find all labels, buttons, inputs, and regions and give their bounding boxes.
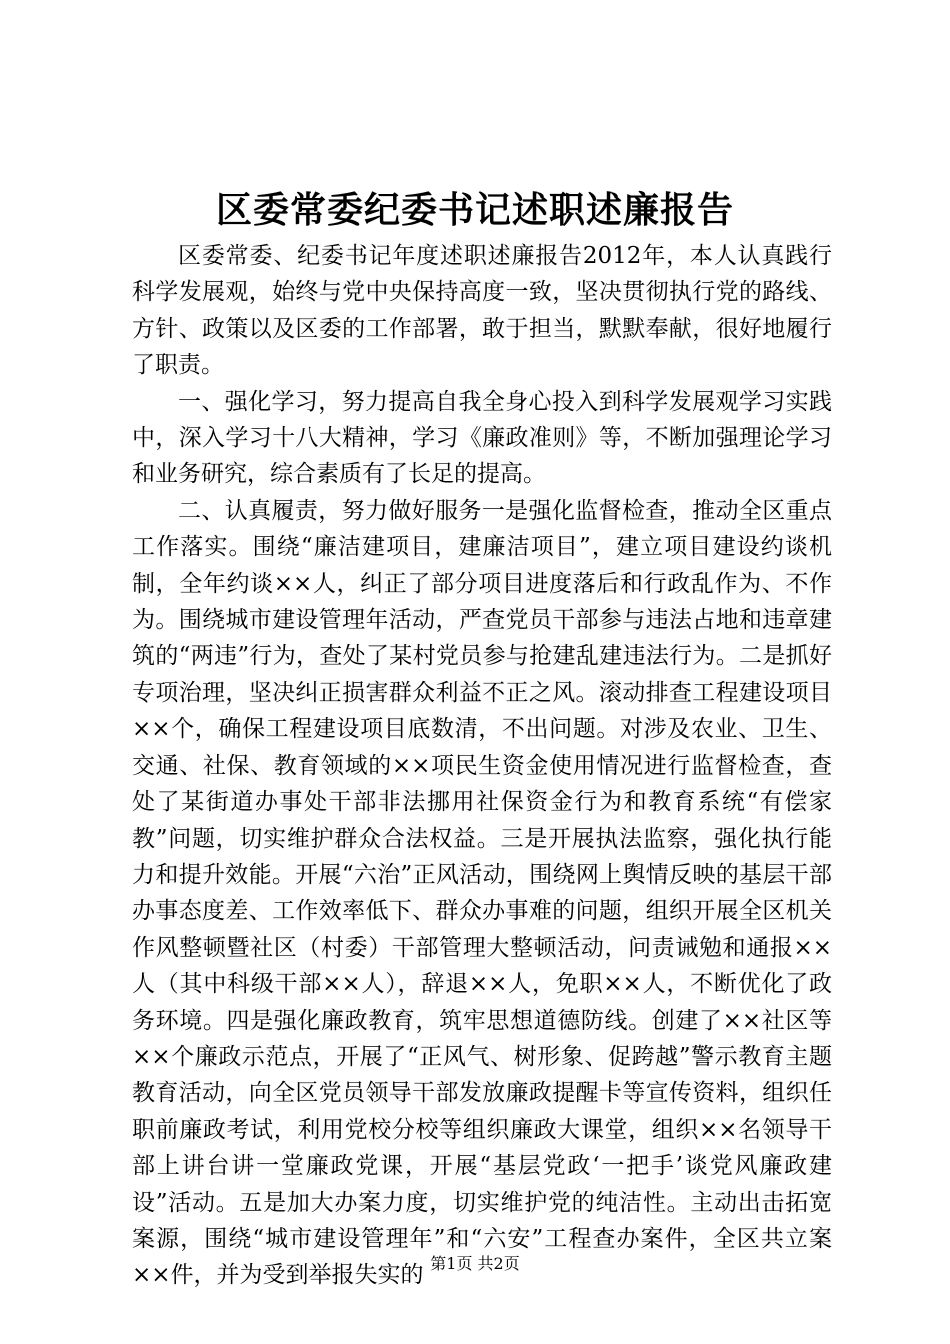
- paragraph-study: 一、强化学习，努力提高自我全身心投入到科学发展观学习实践中，深入学习十八大精神，学习《廉政准则》等，不断加强理论学习和业务研究，综合素质有了长足的提高。: [132, 388, 832, 488]
- document-body: [132, 238, 832, 1294]
- paragraph-duty: 二、认真履责，努力做好服务一是强化监督检查，推动全区重点工作落实。围绕“廉洁建项目，建廉洁项目”，建立项目建设约谈机制，全年约谈××人，纠正了部分项目进度落后和行政乱作为、不作为。围绕城市建设管理年活动，严查党员干部参与违法占地和违章建筑的“两违”行为，查处了某村党员参与抢建乱建违法行为。二是抓好专项治理，坚决纠正损害群众利益不正之风。滚动排查工程建设项目××个，确保工程建设项目底数清，不出问题。对涉及农业、卫生、交通、社保、教育领域的××项民生资金使用情况进行监督检查，查处了某街道办事处干部非法挪用社保资金行为和教育系统“有偿家教”问题，切实维护群众合法权益。三是开展执法监察，强化执行能力和提升效能。开展“六治”正风活动，围绕网上舆情反映的基层干部办事态度差、工作效率低下、群众办事难的问题，组织开展全区机关作风整顿暨社区（村委）干部管理大整顿活动，问责诫勉和通报××人（其中科级干部××人），辞退××人，免职××人，不断优化了政务环境。四是强化廉政教育，筑牢思想道德防线。创建了××社区等××个廉政示范点，开展了“正风气、树形象、促跨越”警示教育主题教育活动，向全区党员领导干部发放廉政提醒卡等宣传资料，组织任职前廉政考试，利用党校分校等组织廉政大课堂，组织××名领导干部上讲台讲一堂廉政党课，开展“基层党政‘一把手’谈党风廉政建设”活动。五是加大办案力度，切实维护党的纯洁性。主动出击拓宽案源，围绕“城市建设管理年”和“六安”工程查办案件，全区共立案××件，并为受到举报失实的: [132, 497, 832, 1289]
- document-title: 区委常委纪委书记述职述廉报告: [215, 189, 734, 231]
- paragraph-intro: 区委常委、纪委书记年度述职述廉报告2012年，本人认真践行科学发展观，始终与党中央保持高度一致，坚决贯彻执行党的路线、方针、政策以及区委的工作部署，敢于担当，默默奉献，很好地履行了职责。: [132, 243, 832, 379]
- page-number-footer: 第1页 共2页: [430, 1254, 520, 1273]
